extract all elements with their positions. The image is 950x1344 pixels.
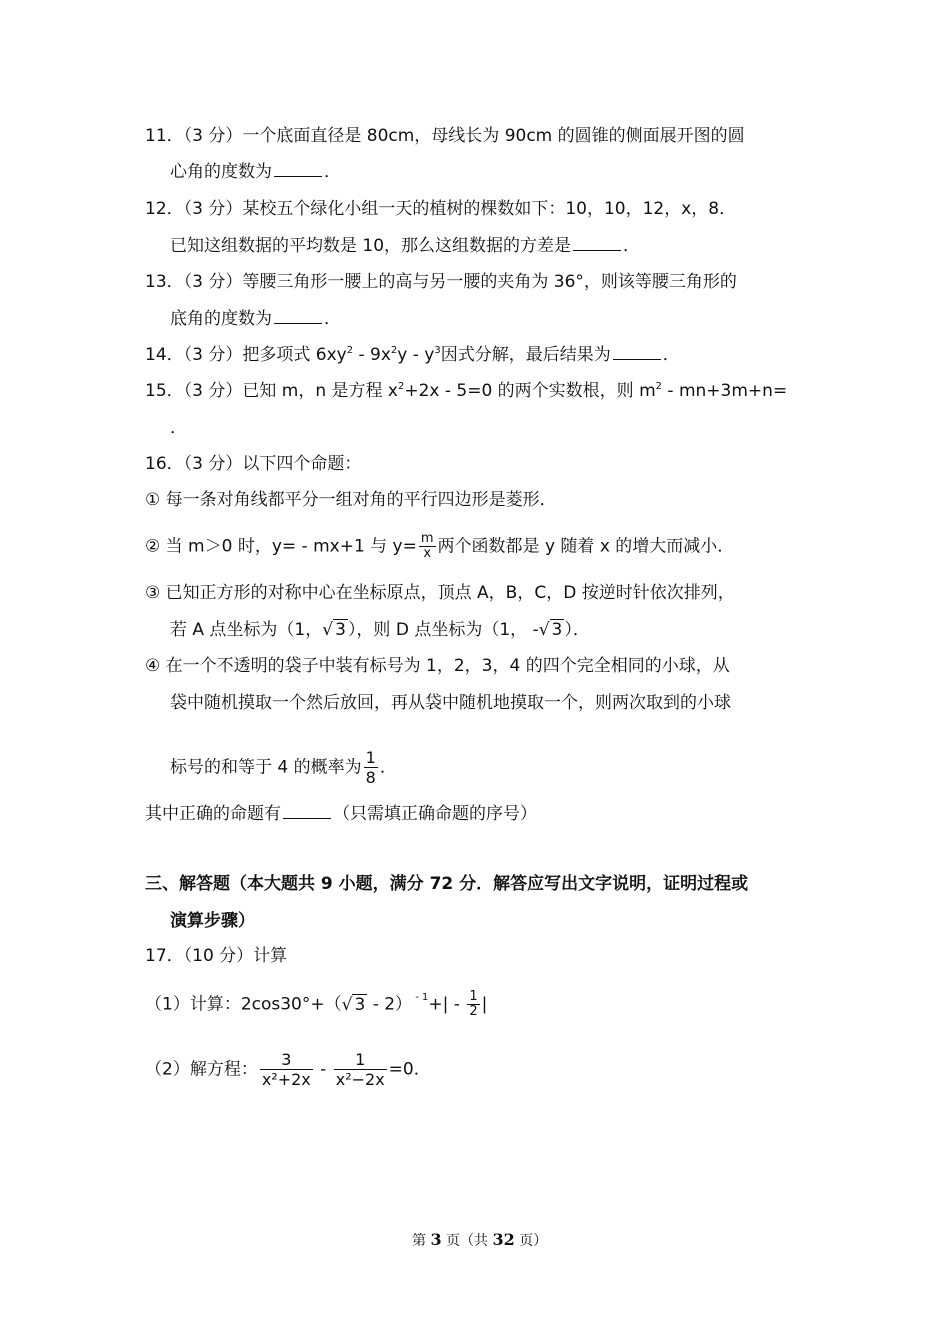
- q16-answer-line: [145, 802, 537, 826]
- q16-proposition-3-line2: [170, 618, 590, 642]
- q15-text-c: - mn+3m+n=: [662, 381, 788, 401]
- q17-p2-text-a: （2）解方程：: [145, 1059, 258, 1080]
- q14-line: [145, 343, 680, 367]
- page-footer: [412, 1230, 547, 1250]
- answer-blank[interactable]: [274, 309, 322, 324]
- sqrt-symbol: √ 3: [538, 620, 563, 640]
- fraction-numerator: m: [420, 531, 434, 546]
- fraction-denominator: x²+2x: [261, 1070, 311, 1089]
- q14-end: ．: [662, 345, 680, 365]
- q16-p2-text-b: 两个函数都是 y 随着 x 的增大而减小．: [437, 536, 735, 557]
- sqrt-radicand: 3: [335, 620, 346, 640]
- q12-text: 已知这组数据的平均数是 10，那么这组数据的方差是: [170, 236, 572, 256]
- q16-proposition-4-line1: ④ 在一个不透明的袋子中装有标号为 1，2，3，4 的四个完全相同的小球，从: [145, 656, 730, 676]
- fraction-denominator: 2: [469, 1004, 478, 1019]
- page-number: 3: [430, 1230, 442, 1249]
- q17-p1-text-a: （1）计算：2cos30°+（: [145, 994, 342, 1015]
- q14-sup1: 2: [346, 345, 354, 356]
- q13-line2: [170, 307, 341, 331]
- q12-line2: [170, 234, 640, 258]
- q14-sup2: 2: [390, 345, 398, 356]
- q16-title: 16．（3 分）以下四个命题：: [145, 454, 362, 474]
- fraction-denominator: x: [423, 546, 432, 561]
- q17-p1-text-d: |: [481, 994, 488, 1015]
- q17-part1: [145, 990, 487, 1019]
- q15-text-a: 15．（3 分）已知 m，n 是方程 x: [145, 381, 398, 401]
- q17-title: 17．（10 分）计算: [145, 946, 288, 966]
- total-pages: 32: [492, 1230, 515, 1249]
- q15-sup2: 2: [655, 381, 663, 392]
- footer-text-b: 页（共: [441, 1233, 493, 1249]
- fraction-numerator: 1: [365, 748, 376, 767]
- q16-proposition-1: ① 每一条对角线都平分一组对角的平行四边形是菱形．: [145, 490, 557, 510]
- q11-end: ．: [324, 162, 341, 182]
- q17-part2: [145, 1050, 431, 1089]
- q16-p4-end: ．: [379, 757, 397, 778]
- fraction-numerator: 1: [334, 1050, 387, 1070]
- answer-blank[interactable]: [613, 345, 661, 360]
- fraction-m-over-x: [419, 532, 436, 561]
- q16-p3-text-c: ）．: [564, 620, 590, 640]
- q16-answer-text: 其中正确的命题有: [145, 804, 281, 824]
- fraction-one-eighth: [364, 748, 378, 787]
- q11-line2: [170, 160, 341, 184]
- q17-p1-exponent: - 1: [412, 992, 429, 1003]
- sqrt-radicand: 3: [551, 620, 563, 640]
- q14-sup3: 3: [434, 345, 441, 356]
- fraction-denominator: x²−2x: [335, 1070, 385, 1089]
- q15-text-b: +2x - 5=0 的两个实数根，则 m: [404, 381, 656, 401]
- q11-text: 心角的度数为: [170, 162, 272, 182]
- q16-p4-text-a: 标号的和等于 4 的概率为: [170, 757, 362, 778]
- q12-end: ．: [623, 236, 641, 256]
- fraction-3-over-x2-plus-2x: [260, 1050, 313, 1089]
- fraction-1-over-x2-minus-2x: [334, 1050, 387, 1089]
- q16-p2-text-a: ② 当 m＞0 时，y= - mx+1 与 y=: [145, 536, 417, 557]
- q14-text-c: y - y: [397, 345, 435, 365]
- q16-p3-text-a: 若 A 点坐标为（1，: [170, 620, 323, 640]
- q12-line1: 12．（3 分）某校五个绿化小组一天的植树的棵数如下：10，10，12，x，8．: [145, 199, 737, 219]
- q15-line2: ．: [170, 418, 187, 438]
- fraction-one-half: [467, 990, 479, 1019]
- fraction-numerator: 1: [469, 989, 478, 1004]
- section3-heading-line1: 三、解答题（本大题共 9 小题，满分 72 分．解答应写出文字说明，证明过程或: [145, 874, 749, 894]
- answer-blank[interactable]: [274, 162, 322, 177]
- q16-answer-note: （只需填正确命题的序号）: [333, 804, 537, 824]
- q16-proposition-4-line3: [170, 748, 397, 787]
- q16-proposition-2: [145, 532, 734, 561]
- q13-line1: 13．（3 分）等腰三角形一腰上的高与另一腰的夹角为 36°，则该等腰三角形的: [145, 272, 737, 292]
- q16-proposition-3-line1: ③ 已知正方形的对称中心在坐标原点，顶点 A，B，C，D 按逆时针依次排列，: [145, 583, 735, 603]
- fraction-numerator: 3: [260, 1050, 313, 1070]
- answer-blank[interactable]: [573, 236, 621, 251]
- q16-p3-text-b: ），则 D 点坐标为（1，: [347, 620, 528, 640]
- footer-text-c: 页）: [514, 1233, 548, 1249]
- sqrt-symbol: √ 3: [322, 620, 346, 640]
- sqrt-radicand: 3: [354, 994, 366, 1015]
- answer-blank[interactable]: [283, 804, 331, 819]
- section3-heading-line2: 演算步骤）: [170, 911, 255, 931]
- q14-text-a: 14．（3 分）把多项式 6xy: [145, 345, 347, 365]
- q17-p2-text-b: =0．: [388, 1059, 431, 1080]
- q11-line1: 11．（3 分）一个底面直径是 80cm，母线长为 90cm 的圆锥的侧面展开图的圆: [145, 126, 745, 146]
- q14-text-d: 因式分解，最后结果为: [440, 345, 611, 365]
- q15-line1: [145, 379, 787, 403]
- q13-end: ．: [324, 309, 341, 329]
- q17-p1-text-b: - 2）: [367, 994, 413, 1015]
- sqrt-symbol: √ 3: [341, 994, 366, 1015]
- q14-text-b: - 9x: [353, 345, 391, 365]
- q17-p2-minus: -: [314, 1059, 332, 1080]
- q13-text: 底角的度数为: [170, 309, 272, 329]
- fraction-denominator: 8: [365, 768, 376, 787]
- q17-p1-text-c: +| -: [428, 994, 466, 1015]
- q16-proposition-4-line2: 袋中随机摸取一个然后放回，再从袋中随机地摸取一个，则两次取到的小球: [170, 693, 731, 713]
- q15-sup1: 2: [397, 381, 405, 392]
- footer-text-a: 第: [412, 1233, 431, 1249]
- q16-p3-neg: -: [527, 620, 539, 640]
